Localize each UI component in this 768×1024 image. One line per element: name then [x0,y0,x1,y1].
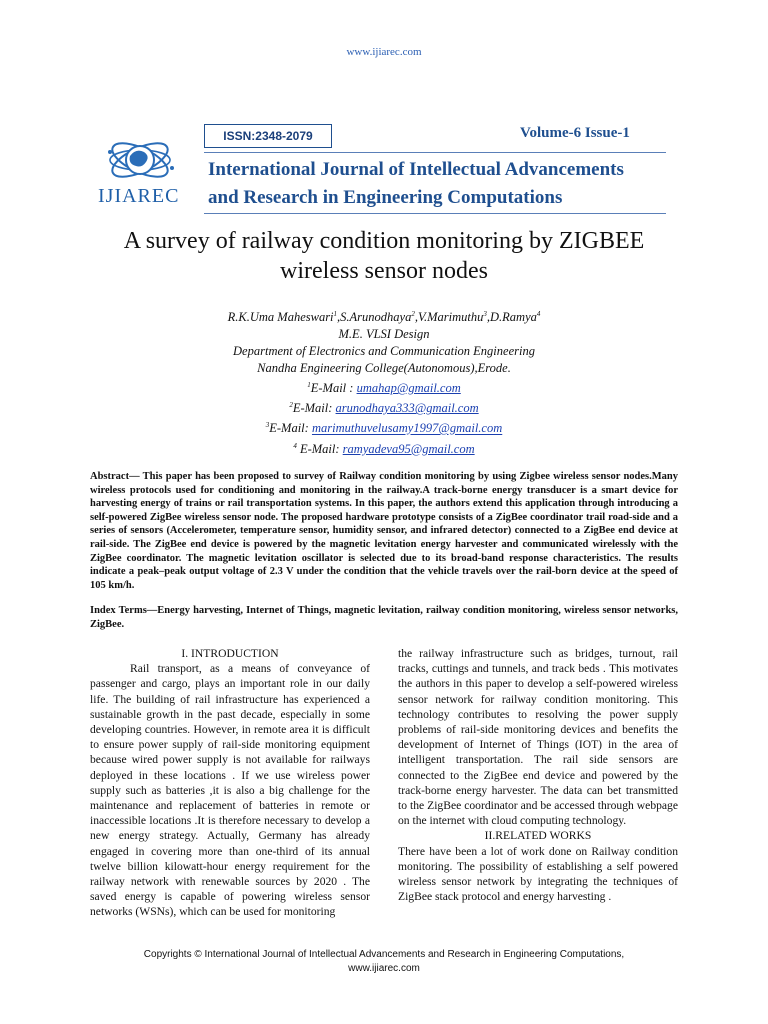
header-rule-bottom [204,213,666,214]
email-label: E-Mail: [292,401,336,416]
author-degree: M.E. VLSI Design [338,327,430,342]
author-name: ,V.Marimuthu [414,310,484,325]
journal-title [208,156,668,212]
email-label: E-Mail: [296,441,343,456]
footer-site-url[interactable]: www.ijiarec.com [348,963,420,974]
index-terms: Index Terms—Energy harvesting, Internet of Things, magnetic levitation, railway condition monitoring, wireless sensor networks, ZigBee. [90,605,678,630]
author-department: Department of Electronics and Communication Engineering [233,344,535,359]
related-works-paragraph: There have been a lot of work done on Railway condition monitoring. The possibility of establishing a self powered wireless sensor network by integrating the techniques of ZigBee stack protocol and energy harvesting . [398,844,678,904]
journal-title-line2: and Research in Engineering Computations [208,187,563,208]
page-footer [0,948,768,976]
author-affil-sup: 1 [333,310,338,318]
paper-title-line2: wireless sensor nodes [280,258,488,284]
introduction-paragraph: Rail transport, as a means of conveyance of passenger and cargo, plays an important role in our daily life. The building of rail infrastructure has experienced a sustainable growth in the past decade, especially in some developing countries. However, in remote area it is difficult to ensure power supply of rail-side monitoring equipment because wired power supply is not available for railways deployed in these locations . If we use wireless power supply such as batteries ,it is also a big challenge for the maintenance and replacement of batteries in remote or inaccessible locations .It is therefore necessary to develop a new energy strategy. Actually, Germany has already engaged in covering more than one-third of its annual twelve billion kilowatt-hour energy requirement for the railway network with renewable sources by 2020 . The saved energy is capable of powering wireless sensor networks (WSNs), which can be used for monitoring [90,662,370,919]
author-name: R.K.Uma Maheswari [227,310,334,325]
volume-issue: Volume-6 Issue-1 [520,125,630,141]
author-email-1 [160,377,608,397]
email-label: E-Mail : [310,381,357,396]
issn-box: ISSN:2348-2079 [204,124,332,148]
author-email-3 [160,417,608,437]
author-affil-sup: 2 [411,310,415,318]
authors-block [160,306,608,458]
site-url-header[interactable]: www.ijiarec.com [346,46,422,58]
email-link-3[interactable]: marimuthuvelusamy1997@gmail.com [311,421,503,436]
author-affil-sup: 4 [536,310,541,318]
footer-copyright: Copyrights © International Journal of Intellectual Advancements and Research in Engineering Computations, [143,949,625,960]
email-sup: 2 [289,401,293,410]
email-sup: 3 [265,421,270,430]
email-link-2[interactable]: arunodhaya333@gmail.com [335,401,479,416]
email-link-4[interactable]: ramyadeva95@gmail.com [342,441,475,456]
journal-logo-text: IJIAREC [98,185,180,207]
author-affil-sup: 3 [483,310,487,318]
section-heading-related-works: II.RELATED WORKS [484,829,592,843]
email-sup: 4 [293,441,297,450]
email-label: E-Mail: [269,421,312,436]
abstract: Abstract— This paper has been proposed to survey of Railway condition monitoring by using Zigbee wireless sensor nodes.Many wireless protocols used for conditioning and monitoring in the railway.A track-borne energy transducer is a smart device for harvesting energy of trains or rail transportation systems. In this paper, the authors extend this application through introducing a self-powered ZigBee wireless sensor node. The proposed hardware prototype consists of a ZigBee coordinator trail road-side and a series of sensors (Accelerometer, temperature sensor, humidity sensor, and infrared detector) connected to a ZigBee end device at rail-side. The ZigBee end device is powered by the magnetic levitation energy harvester and communicated wirelessly with the ZigBee coordinator. The magnetic levitation oscillator is selected due to its broad-band response characteristics. The results indicate a peak–peak output voltage of 2.3 V under the condition that the vehicle travels over the rail-born device at the speed of 105 km/h. [90,471,678,591]
author-email-4 [160,438,608,458]
author-email-2 [160,397,608,417]
introduction-paragraph-continued: the railway infrastructure such as bridges, turnout, rail tracks, cuttings and tunnels, and track beds . This motivates the authors in this paper to develop a self-powered wireless sensor network for railway condition monitoring. This technology contributes to resolving the power supply problems of rail-side monitoring devices and benefits the development of Internet of Things (IOT) in the area of intelligent transportation. The rail side sensors are connected to the ZigBee end device and powered by the track-borne energy harvester. The data can bet transmitted to the ZigBee coordinator and be accessed through webpage on the internet with cloud computing technology. [398,647,678,828]
body-column-right [398,646,678,904]
author-name: ,S.Arunodhaya [337,310,412,325]
author-college: Nandha Engineering College(Autonomous),Erode. [257,361,511,376]
body-column-left [90,646,370,920]
paper-title [60,226,708,286]
author-list [160,306,608,326]
header-rule-top [204,152,666,153]
email-sup: 1 [307,381,311,390]
email-link-1[interactable]: umahap@gmail.com [356,381,461,396]
section-heading-introduction: I. INTRODUCTION [181,647,279,660]
paper-title-line1: A survey of railway condition monitoring by ZIGBEE [123,228,645,254]
journal-title-line1: International Journal of Intellectual Advancements [208,159,624,180]
author-name: ,D.Ramya [486,310,537,325]
